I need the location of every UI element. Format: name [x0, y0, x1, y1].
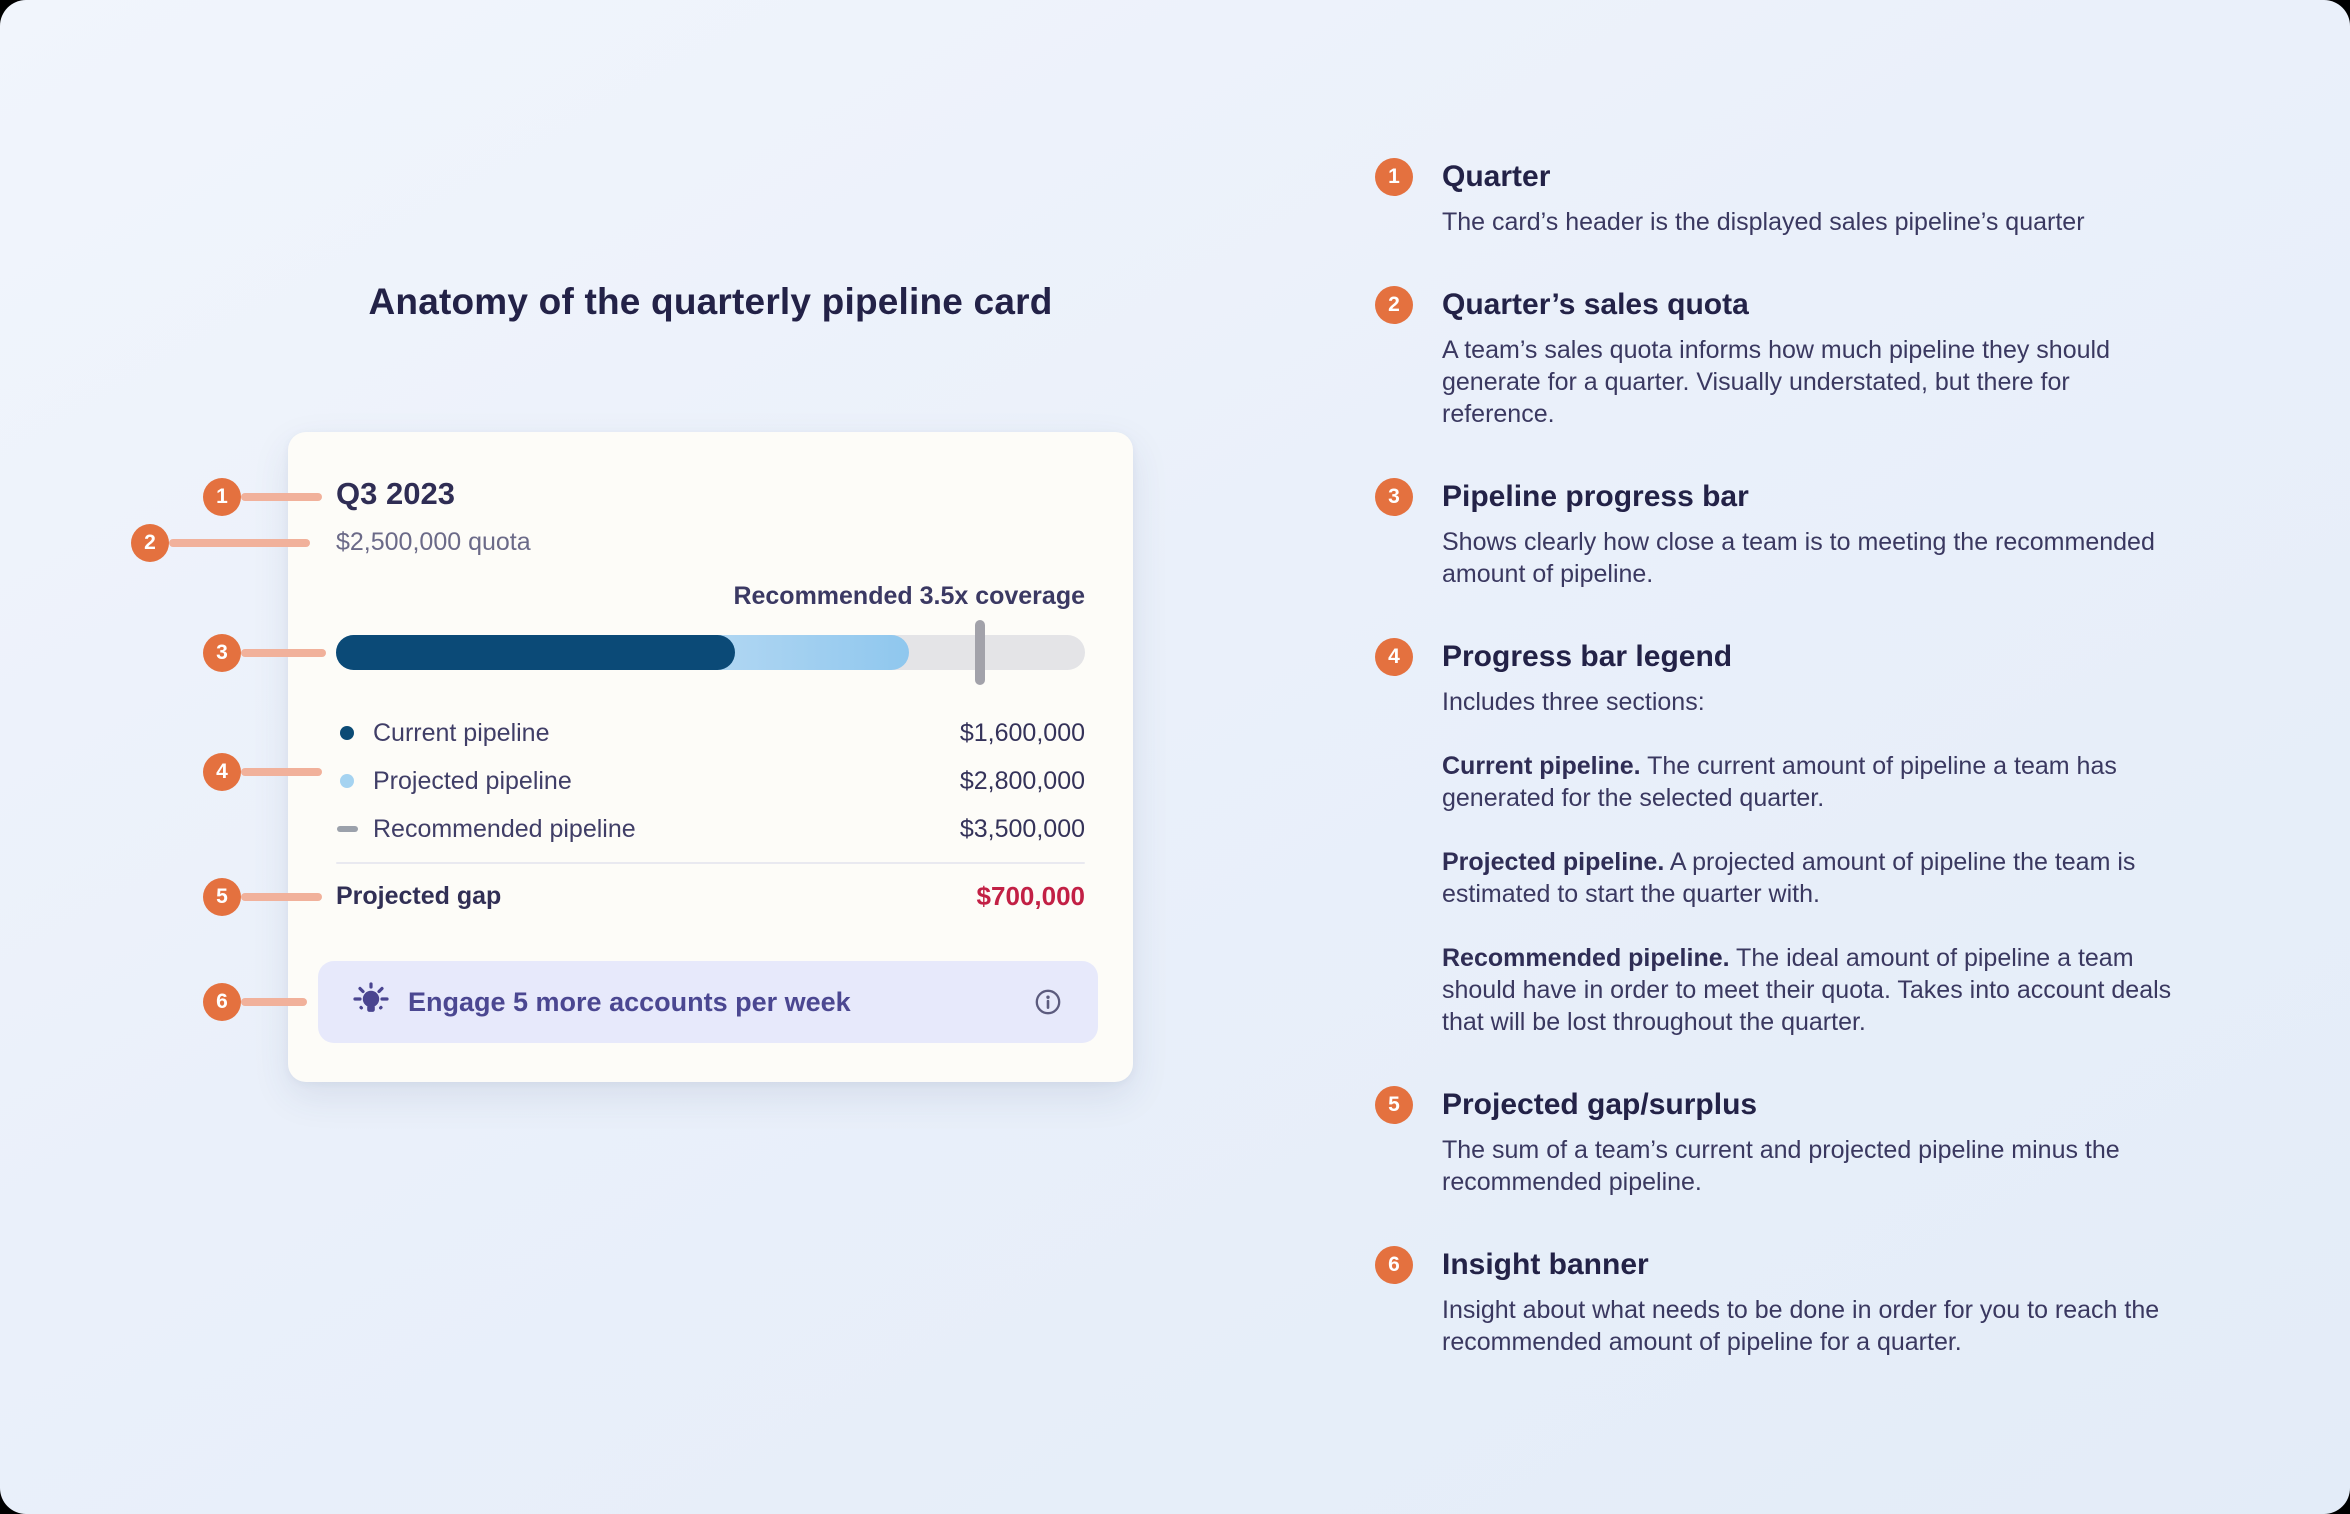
projected-pipeline-dot-icon: [336, 774, 358, 788]
coverage-marker: [975, 620, 985, 685]
section-badge-4: 4: [1375, 638, 1413, 676]
projected-gap-label: Projected gap: [336, 881, 502, 910]
section-paragraph: Insight about what needs to be done in order for you to reach the recommended amount of pipeline for a quarter.: [1442, 1296, 2160, 1356]
recommended-pipeline-dash-icon: [336, 826, 358, 832]
page-title: Anatomy of the quarterly pipeline card: [368, 281, 1053, 322]
callout-connector: [241, 893, 322, 901]
annotation-section-quarter: [1375, 158, 2187, 238]
annotation-section-quota: [1375, 286, 2187, 430]
annotation-section-gap: [1375, 1086, 2187, 1198]
section-badge-1: 1: [1375, 158, 1413, 196]
section-paragraph: A team’s sales quota informs how much pipeline they should generate for a quarter. Visually understated, but there for reference.: [1442, 336, 2110, 428]
section-heading: Quarter: [1442, 160, 1551, 193]
callout-badge-2: 2: [131, 524, 169, 562]
section-paragraph: Current pipeline. The current amount of pipeline a team has generated for the selected quarter.: [1442, 752, 2117, 812]
annotation-column: [1375, 158, 2187, 1358]
annotation-section-legend: [1375, 638, 2187, 1038]
legend-row-current: [336, 716, 1085, 750]
legend-row-recommended: [336, 812, 1085, 846]
section-heading: Quarter’s sales quota: [1442, 288, 1749, 321]
legend-label: Recommended pipeline: [373, 814, 636, 843]
callout-badge-5: 5: [203, 878, 241, 916]
section-paragraph: Includes three sections:: [1442, 688, 1705, 716]
section-badge-3: 3: [1375, 478, 1413, 516]
callout-badge-4: 4: [203, 753, 241, 791]
section-paragraph: Recommended pipeline. The ideal amount of pipeline a team should have in order to meet their quota. Takes into account deals that will be lost throughout the quarter.: [1442, 944, 2172, 1036]
callout-6-banner: [203, 983, 307, 1021]
legend-value: $3,500,000: [959, 814, 1085, 843]
section-paragraph: Shows clearly how close a team is to meeting the recommended amount of pipeline.: [1442, 528, 2155, 588]
callout-connector: [169, 539, 310, 547]
insight-banner-text: Engage 5 more accounts per week: [408, 986, 851, 1017]
callout-3-progress-bar: [203, 634, 326, 672]
callout-badge-1: 1: [203, 478, 241, 516]
card-quarter-header: Q3 2023: [336, 476, 455, 511]
quarterly-pipeline-card: [288, 432, 1133, 1082]
section-paragraph: The sum of a team’s current and projected pipeline minus the recommended pipeline.: [1442, 1136, 2120, 1196]
section-badge-6: 6: [1375, 1246, 1413, 1284]
section-heading: Progress bar legend: [1442, 640, 1733, 673]
card-quota: $2,500,000 quota: [336, 528, 531, 556]
progress-current-fill: [336, 635, 735, 670]
info-icon[interactable]: [1034, 988, 1062, 1016]
section-heading: Projected gap/surplus: [1442, 1088, 1758, 1121]
coverage-label: Recommended 3.5x coverage: [733, 582, 1085, 610]
projected-gap-value: $700,000: [976, 880, 1085, 911]
legend-value: $1,600,000: [959, 718, 1085, 747]
callout-connector: [241, 493, 322, 501]
section-heading: Insight banner: [1442, 1248, 1649, 1281]
legend-label: Current pipeline: [373, 718, 550, 747]
current-pipeline-dot-icon: [336, 726, 358, 740]
section-paragraph: Projected pipeline. A projected amount of pipeline the team is estimated to start the quarter with.: [1442, 848, 2136, 908]
callout-5-gap: [203, 878, 322, 916]
insight-banner: [318, 961, 1098, 1043]
section-badge-5: 5: [1375, 1086, 1413, 1124]
callout-2-quota: [131, 524, 310, 562]
callout-connector: [241, 649, 326, 657]
callout-badge-3: 3: [203, 634, 241, 672]
lightbulb-icon: [350, 981, 392, 1023]
callout-1-quarter: [203, 478, 322, 516]
section-paragraph: The card’s header is the displayed sales pipeline’s quarter: [1442, 208, 2085, 236]
legend-row-projected: [336, 764, 1085, 798]
card-divider: [336, 862, 1085, 864]
legend-value: $2,800,000: [959, 766, 1085, 795]
annotation-section-banner: [1375, 1246, 2187, 1358]
section-heading: Pipeline progress bar: [1442, 480, 1749, 513]
callout-badge-6: 6: [203, 983, 241, 1021]
callout-4-legend: [203, 753, 322, 791]
pipeline-progress-bar: [336, 635, 1085, 670]
legend-label: Projected pipeline: [373, 766, 572, 795]
projected-gap-row: [336, 878, 1085, 914]
callout-connector: [241, 998, 307, 1006]
callout-connector: [241, 768, 322, 776]
annotation-section-progress-bar: [1375, 478, 2187, 590]
section-badge-2: 2: [1375, 286, 1413, 324]
